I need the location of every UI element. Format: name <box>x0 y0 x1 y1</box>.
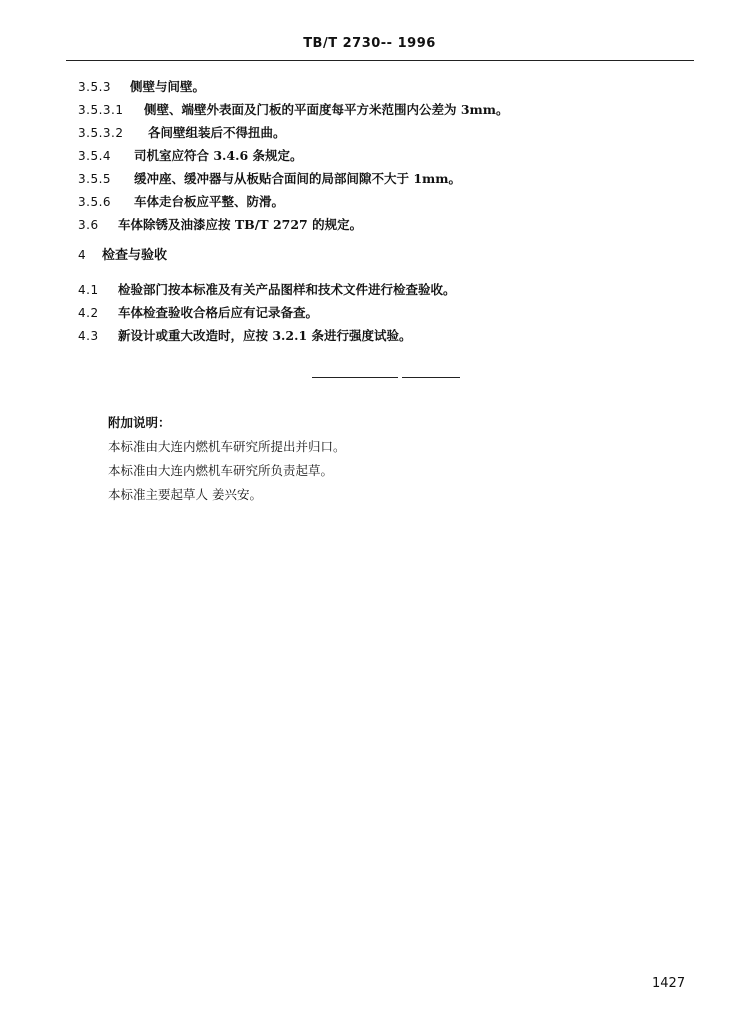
clause-text: 侧壁、端壁外表面及门板的平面度每平方米范围内公差为 3mm。 <box>144 102 509 117</box>
clause-number: 4.1 <box>78 283 99 297</box>
section-title: 检查与验收 <box>102 248 168 263</box>
clause-3-5-5 <box>78 171 461 187</box>
clause-3-5-4 <box>78 148 303 164</box>
clause-4-3 <box>78 328 412 344</box>
end-divider-left <box>312 377 398 378</box>
clause-4-1 <box>78 282 456 298</box>
clause-text: 各间壁组装后不得扭曲。 <box>148 125 286 140</box>
clause-3-5-3-1 <box>78 102 509 118</box>
clause-number: 3.5.3.2 <box>78 126 124 140</box>
clause-3-5-3 <box>78 79 205 95</box>
clause-number: 3.5.6 <box>78 195 112 209</box>
clause-text: 车体走台板应平整、防滑。 <box>134 194 285 209</box>
end-divider-right <box>402 377 460 378</box>
notes-line: 本标准由大连内燃机车研究所提出并归口。 <box>108 439 346 454</box>
clause-number: 3.5.5 <box>78 172 112 186</box>
header-rule <box>66 60 694 61</box>
clause-text: 缓冲座、缓冲器与从板贴合面间的局部间隙不大于 1mm。 <box>134 171 462 186</box>
clause-number: 4.2 <box>78 306 99 320</box>
clause-number: 3.5.3.1 <box>78 103 124 117</box>
clause-text: 新设计或重大改造时，应按 3.2.1 条进行强度试验。 <box>118 328 412 343</box>
clause-text: 车体除锈及油漆应按 TB/T 2727 的规定。 <box>118 217 363 232</box>
clause-number: 3.5.4 <box>78 149 112 163</box>
notes-line: 本标准主要起草人 姜兴安。 <box>108 487 262 502</box>
clause-number: 3.5.3 <box>78 80 112 94</box>
clause-text: 检验部门按本标准及有关产品图样和技术文件进行检查验收。 <box>118 282 456 297</box>
notes-line: 本标准由大连内燃机车研究所负责起草。 <box>108 463 334 478</box>
clause-3-5-3-2 <box>78 125 286 141</box>
clause-3-6 <box>78 217 362 233</box>
clause-number: 3.6 <box>78 218 99 232</box>
section-number: 4 <box>78 248 87 262</box>
clause-4-2 <box>78 305 318 321</box>
clause-text: 侧壁与间壁。 <box>130 79 206 94</box>
clause-text: 车体检查验收合格后应有记录备查。 <box>118 305 319 320</box>
section-4-heading <box>78 247 167 264</box>
clause-text: 司机室应符合 3.4.6 条规定。 <box>134 148 303 163</box>
page-number: 1427 <box>652 976 686 991</box>
clause-number: 4.3 <box>78 329 99 343</box>
notes-title: 附加说明： <box>108 415 171 430</box>
clause-3-5-6 <box>78 194 284 210</box>
standard-code-header: TB/T 2730-- 1996 <box>303 36 436 51</box>
